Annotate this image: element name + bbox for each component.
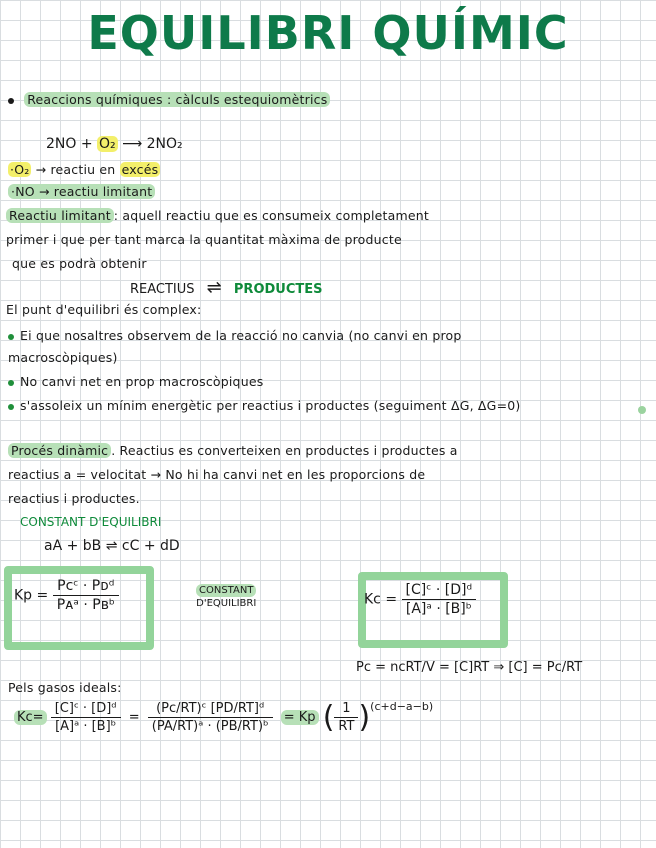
decoration-dot <box>638 406 646 414</box>
paren-close: ) <box>358 700 371 735</box>
heading-text: Reaccions químiques : càlculs estequiomètrics <box>24 92 330 107</box>
limitant-definition-line3: que es podrà obtenir <box>12 256 147 271</box>
kp-denominator: Pᴀᵃ · Pʙᵇ <box>56 597 115 613</box>
kc-long-label: Kc= <box>14 710 47 725</box>
equilibrium-intro: El punt d'equilibri és complex: <box>6 302 202 317</box>
reaction-o2: O₂ <box>99 136 116 152</box>
constant-label <box>196 584 256 610</box>
bullet-icon <box>8 404 14 410</box>
reaction-left: 2NO + <box>46 136 98 152</box>
proces-dinamic-line2: reactius a = velocitat → No hi ha canvi net en les proporcions de <box>8 467 426 482</box>
kc-label: Kc = <box>364 591 398 608</box>
constant-heading: CONSTANT D'EQUILIBRI <box>20 515 162 529</box>
bullet-2-text: No canvi net en prop macroscòpiques <box>20 374 264 389</box>
page-title: EQUILIBRI QUÍMIC <box>87 6 569 60</box>
bullet-3 <box>8 398 520 413</box>
paren-open: ( <box>322 700 335 735</box>
limitant-definition-line1 <box>6 208 429 223</box>
kp-formula <box>14 578 119 613</box>
kc-expansion <box>14 700 433 735</box>
reactius-word: REACTIUS <box>130 282 195 297</box>
constant-label-line2: D'EQUILIBRI <box>196 598 257 609</box>
ideal-gases-label: Pels gasos ideals: <box>8 680 122 695</box>
reactius-productes <box>130 277 323 298</box>
proces-dinamic-line1 <box>8 443 458 458</box>
limitant-text: : aquell reactiu que es consumeix completament <box>113 208 429 223</box>
limitant-label: Reactiu limitant <box>6 208 114 223</box>
rt-denominator: RT <box>338 719 355 734</box>
bullet-icon <box>8 334 14 340</box>
bullet-3-text: s'assoleix un mínim energètic per reactius i productes (seguiment ΔG, ΔG=0) <box>20 398 521 413</box>
bullet-1-text: Ei que nosaltres observem de la reacció no canvia (no canvi en prop <box>20 328 462 343</box>
kc-denominator: [A]ᵃ · [B]ᵇ <box>405 601 472 617</box>
equals-sign: = <box>128 710 140 725</box>
kc-fraction <box>402 582 477 617</box>
bullet-icon <box>8 98 14 104</box>
reaction-right: ⟶ 2NO₂ <box>117 136 183 152</box>
limitant-definition-line2: primer i que per tant marca la quantitat màxima de producte <box>6 232 402 247</box>
proces-dinamic-label: Procés dinàmic <box>8 443 111 458</box>
bullet-1 <box>8 328 462 343</box>
kc-expand-fraction <box>148 701 273 734</box>
kc-long-denominator: [A]ᵃ · [B]ᵇ <box>55 719 117 734</box>
one-over-rt <box>334 701 358 734</box>
o2-text: → reactiu en <box>31 162 120 177</box>
kp-equals: = Kp <box>281 710 319 725</box>
bullet-2 <box>8 374 263 389</box>
o2-label: ·O₂ <box>10 162 30 177</box>
kc-long-fraction <box>51 701 121 734</box>
kc-expand-numerator: (Pc/RT)ᶜ [PD/RT]ᵈ <box>148 701 273 718</box>
one-numerator: 1 <box>334 701 358 718</box>
bullet-icon <box>8 380 14 386</box>
section-heading-reaccions <box>8 92 330 107</box>
pc-relation: Pc = nᴄRT/V = [C]RT ⇒ [C] = Pc/RT <box>356 660 583 675</box>
general-reaction: aA + bB ⇌ cC + dD <box>44 538 180 554</box>
reaction-equation <box>46 136 183 152</box>
kp-numerator: Pᴄᶜ · Pᴅᵈ <box>53 578 119 596</box>
no-text: ·NO → reactiu limitant <box>8 184 155 199</box>
equilibrium-arrow-icon: ⇌ <box>206 277 222 298</box>
bullet-1-cont: macroscòpiques) <box>8 350 118 365</box>
excess-word: excés <box>121 162 159 177</box>
constant-label-line1: CONSTANT <box>196 584 256 597</box>
proces-dinamic-line3: reactius i productes. <box>8 491 140 506</box>
proces-dinamic-text: . Reactius es converteixen en productes i productes a <box>111 443 458 458</box>
kp-fraction <box>53 578 119 613</box>
kc-expand-denominator: (PA/RT)ᵃ · (PB/RT)ᵇ <box>151 719 269 734</box>
kc-long-numerator: [C]ᶜ · [D]ᵈ <box>51 701 121 718</box>
productes-word: PRODUCTES <box>233 282 323 297</box>
exponent: (c+d−a−b) <box>370 700 434 713</box>
kc-formula <box>364 582 476 617</box>
o2-excess-line <box>8 162 160 177</box>
kp-label: Kp = <box>14 587 49 604</box>
kc-numerator: [C]ᶜ · [D]ᵈ <box>402 582 477 600</box>
no-limitant-line <box>8 184 155 199</box>
